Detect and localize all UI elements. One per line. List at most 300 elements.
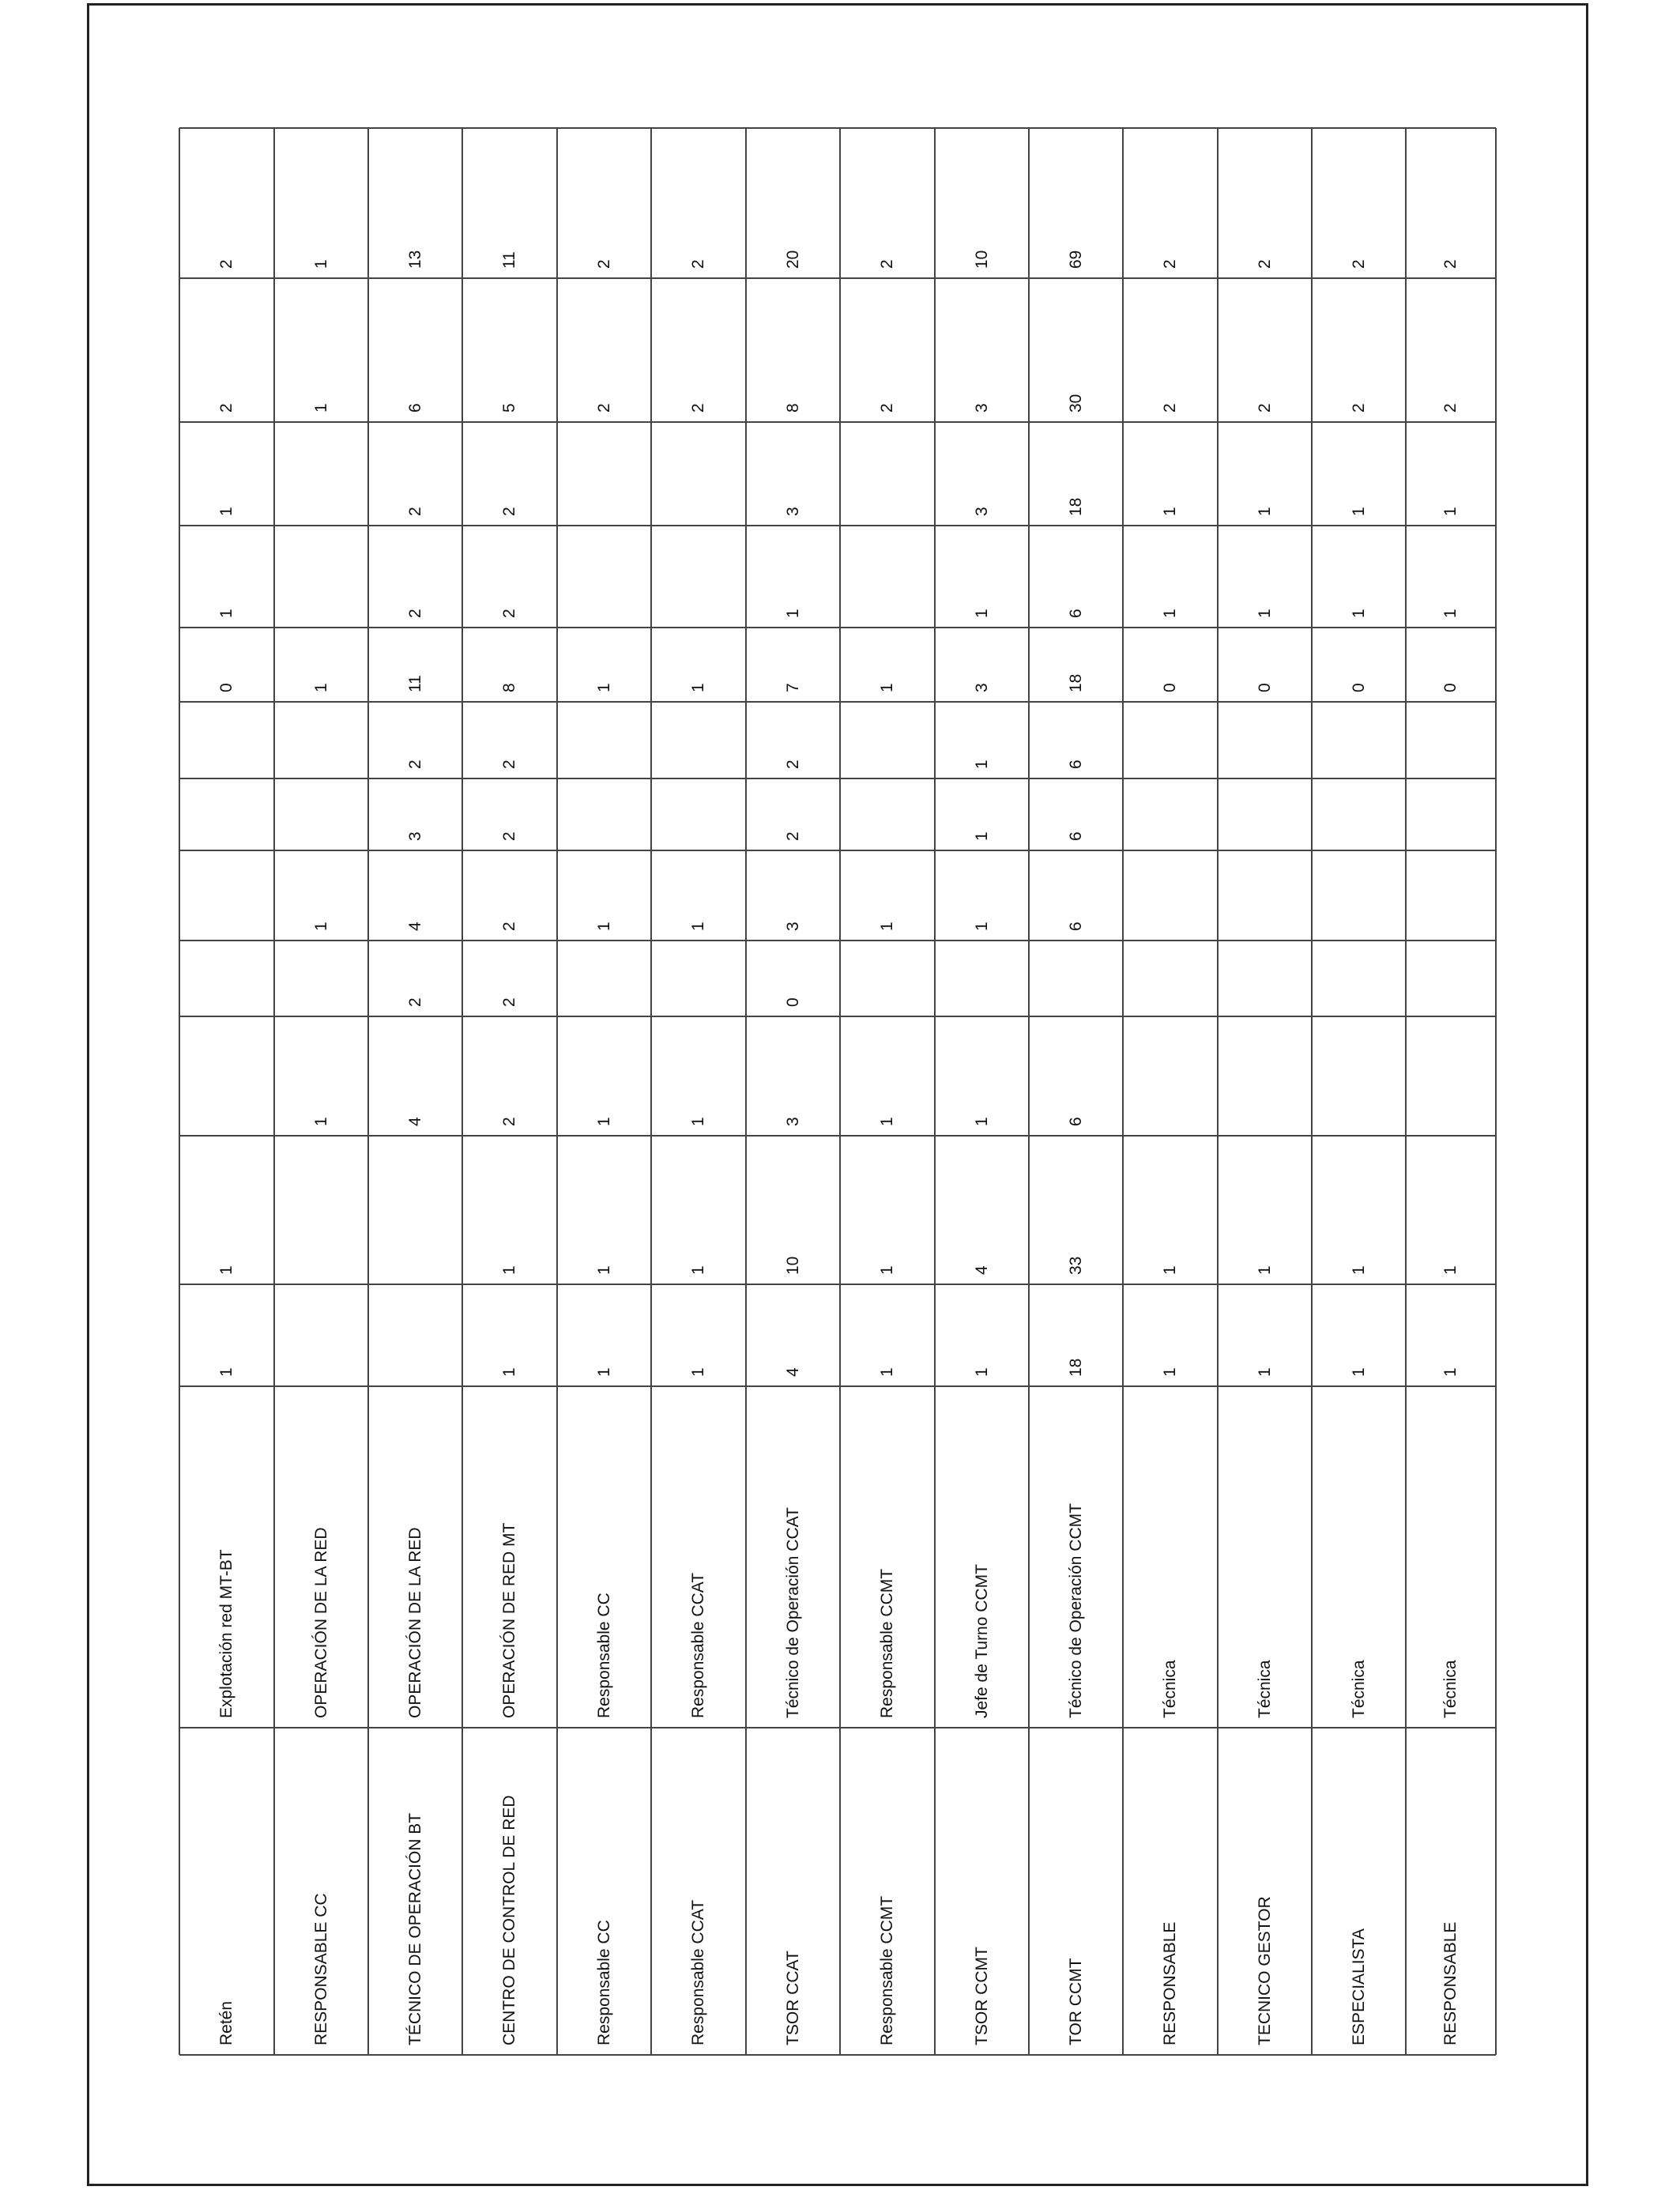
table-cell xyxy=(368,1016,462,1136)
cell-value: 13 xyxy=(405,250,424,269)
cell-value: 69 xyxy=(1066,250,1085,269)
cell-value: 4 xyxy=(405,922,424,931)
cell-value: 2 xyxy=(783,831,802,841)
cell-value: 18 xyxy=(1066,497,1085,516)
table-cell xyxy=(1312,1016,1406,1136)
table-cell xyxy=(935,1386,1029,1728)
table-cell xyxy=(935,850,1029,941)
table-cell xyxy=(651,1386,746,1728)
cell-value: 3 xyxy=(783,922,802,931)
cell-value: 2 xyxy=(405,997,424,1007)
cell-value: 0 xyxy=(1255,683,1274,692)
cell-value: 1 xyxy=(689,683,707,692)
table-cell xyxy=(462,702,557,778)
row-label-text: Explotación red MT-BT xyxy=(217,1549,235,1718)
cell-value: 2 xyxy=(689,259,707,269)
cell-value: 1 xyxy=(1441,1367,1460,1377)
cell-value: 1 xyxy=(878,1367,896,1377)
table-cell xyxy=(557,128,651,278)
table-cell xyxy=(1029,1386,1123,1728)
cell-value: 0 xyxy=(217,683,235,692)
table-cell xyxy=(1218,422,1312,526)
table-cell xyxy=(935,1016,1029,1136)
table-cell xyxy=(1123,278,1218,422)
table-cell xyxy=(368,422,462,526)
row-label-text: TSOR CCMT xyxy=(972,1947,991,2045)
table-cell xyxy=(274,941,368,1016)
table-cell xyxy=(179,1284,274,1386)
table-cell xyxy=(1406,702,1496,778)
cell-value: 4 xyxy=(405,1117,424,1126)
table-cell xyxy=(1218,1284,1312,1386)
row-label-text: Responsable CCAT xyxy=(689,1572,707,1718)
row-label-text: Técnica xyxy=(1349,1660,1368,1718)
table-cell xyxy=(840,128,935,278)
table-cell xyxy=(840,1136,935,1284)
table-cell xyxy=(1312,702,1406,778)
table-cell xyxy=(368,128,462,278)
table-cell xyxy=(274,1728,368,2055)
table-cell xyxy=(1312,128,1406,278)
cell-value: 2 xyxy=(1161,259,1179,269)
table-cell xyxy=(1218,526,1312,628)
table-cell xyxy=(1218,850,1312,941)
table-cell xyxy=(1312,1284,1406,1386)
table-cell xyxy=(1218,628,1312,702)
cell-value: 2 xyxy=(405,760,424,769)
table-cell xyxy=(557,778,651,850)
row-label-text: Técnico de Operación CCMT xyxy=(1066,1503,1085,1718)
table-cell xyxy=(1123,850,1218,941)
cell-value: 2 xyxy=(500,831,518,841)
table-cell xyxy=(746,941,840,1016)
row-label-text: TSOR CCAT xyxy=(783,1951,802,2045)
table-cell xyxy=(557,850,651,941)
cell-value: 1 xyxy=(1349,1367,1368,1377)
table-cell xyxy=(1406,278,1496,422)
table-cell xyxy=(1029,1136,1123,1284)
table-cell xyxy=(840,1728,935,2055)
row-label-text: RESPONSABLE xyxy=(1441,1921,1460,2045)
cell-value: 1 xyxy=(878,1117,896,1126)
table-cell xyxy=(935,628,1029,702)
cell-value: 2 xyxy=(1161,403,1179,413)
table-cell xyxy=(746,128,840,278)
table-cell xyxy=(840,1284,935,1386)
cell-value: 3 xyxy=(405,831,424,841)
table-cell xyxy=(179,128,274,278)
cell-value: 20 xyxy=(783,250,802,269)
table-cell xyxy=(1029,128,1123,278)
cell-value: 1 xyxy=(689,1367,707,1377)
table-cell xyxy=(1029,941,1123,1016)
table-cell xyxy=(1029,702,1123,778)
cell-value: 6 xyxy=(1066,922,1085,931)
table-cell xyxy=(1312,850,1406,941)
table-cell xyxy=(557,1136,651,1284)
cell-value: 2 xyxy=(500,1117,518,1126)
table-cell xyxy=(935,778,1029,850)
table-cell xyxy=(274,778,368,850)
row-label-text: RESPONSABLE CC xyxy=(311,1893,330,2045)
table-cell xyxy=(1123,526,1218,628)
cell-value: 2 xyxy=(689,403,707,413)
table-cell xyxy=(179,628,274,702)
cell-value: 2 xyxy=(500,609,518,618)
cell-value: 30 xyxy=(1066,394,1085,413)
table-cell xyxy=(1406,526,1496,628)
cell-value: 1 xyxy=(878,683,896,692)
cell-value: 1 xyxy=(217,609,235,618)
cell-value: 2 xyxy=(500,922,518,931)
table-cell xyxy=(462,128,557,278)
cell-value: 0 xyxy=(783,997,802,1007)
cell-value: 1 xyxy=(1441,507,1460,516)
table-cell xyxy=(1123,628,1218,702)
row-label-text: CENTRO DE CONTROL DE RED xyxy=(500,1795,518,2045)
table-cell xyxy=(557,526,651,628)
table-cell xyxy=(274,422,368,526)
table-cell xyxy=(462,850,557,941)
cell-value: 33 xyxy=(1066,1256,1085,1275)
table-cell xyxy=(1123,1136,1218,1284)
table-cell xyxy=(1029,778,1123,850)
table-cell xyxy=(935,941,1029,1016)
cell-value: 1 xyxy=(594,1265,613,1275)
table-cell xyxy=(935,278,1029,422)
cell-value: 0 xyxy=(1161,683,1179,692)
cell-value: 1 xyxy=(1441,609,1460,618)
table-cell xyxy=(935,526,1029,628)
cell-value: 1 xyxy=(311,1117,330,1126)
cell-value: 6 xyxy=(1066,831,1085,841)
cell-value: 2 xyxy=(1255,259,1274,269)
cell-value: 1 xyxy=(1161,507,1179,516)
cell-value: 3 xyxy=(972,683,991,692)
table-cell xyxy=(1029,422,1123,526)
table-cell xyxy=(179,850,274,941)
table-cell xyxy=(1406,1016,1496,1136)
table-cell xyxy=(368,1136,462,1284)
table-cell xyxy=(462,1386,557,1728)
table-cell xyxy=(1029,1016,1123,1136)
cell-value: 1 xyxy=(1349,1265,1368,1275)
row-label-text: Técnica xyxy=(1161,1660,1179,1718)
cell-value: 1 xyxy=(1349,609,1368,618)
cell-value: 1 xyxy=(972,1117,991,1126)
table-cell xyxy=(179,778,274,850)
table-cell xyxy=(651,1728,746,2055)
cell-value: 0 xyxy=(1349,683,1368,692)
table-cell xyxy=(1123,941,1218,1016)
table-cell xyxy=(1029,526,1123,628)
row-label-text: ESPECIALISTA xyxy=(1349,1928,1368,2045)
cell-value: 18 xyxy=(1066,1358,1085,1377)
row-label-text: Técnica xyxy=(1255,1660,1274,1718)
cell-value: 2 xyxy=(405,609,424,618)
table-cell xyxy=(557,1728,651,2055)
table-cell xyxy=(651,941,746,1016)
table-cell xyxy=(651,702,746,778)
cell-value: 5 xyxy=(500,403,518,413)
table-cell xyxy=(1123,128,1218,278)
table-cell xyxy=(1406,628,1496,702)
table-cell xyxy=(179,941,274,1016)
table-cell xyxy=(840,778,935,850)
row-label-text: Retén xyxy=(217,2000,235,2045)
table-cell xyxy=(462,1136,557,1284)
table-cell xyxy=(651,422,746,526)
table-cell xyxy=(935,1728,1029,2055)
table-cell xyxy=(1312,1136,1406,1284)
table-cell xyxy=(840,422,935,526)
table-cell xyxy=(1029,278,1123,422)
table-cell xyxy=(840,1016,935,1136)
cell-value: 2 xyxy=(405,507,424,516)
table-cell xyxy=(274,628,368,702)
row-label-text: Responsable CC xyxy=(594,1920,613,2045)
cell-value: 1 xyxy=(689,922,707,931)
cell-value: 10 xyxy=(783,1256,802,1275)
table-cell xyxy=(368,941,462,1016)
table-cell xyxy=(1218,778,1312,850)
table-cell xyxy=(935,702,1029,778)
table-cell xyxy=(179,1386,274,1728)
table-cell xyxy=(651,778,746,850)
cell-value: 1 xyxy=(594,683,613,692)
cell-value: 1 xyxy=(311,259,330,269)
table-cell xyxy=(1312,278,1406,422)
table-cell xyxy=(274,1386,368,1728)
cell-value: 8 xyxy=(783,403,802,413)
table-cell xyxy=(462,628,557,702)
table-cell xyxy=(1218,1728,1312,2055)
table-cell xyxy=(368,1386,462,1728)
cell-value: 1 xyxy=(217,507,235,516)
table-cell xyxy=(1123,422,1218,526)
table-cell xyxy=(1406,1136,1496,1284)
table-cell xyxy=(462,1284,557,1386)
table-cell xyxy=(1406,1386,1496,1728)
table-cell xyxy=(746,1136,840,1284)
cell-value: 18 xyxy=(1066,673,1085,692)
table-cell xyxy=(1029,628,1123,702)
table-cell xyxy=(368,628,462,702)
cell-value: 1 xyxy=(594,1117,613,1126)
table-cell xyxy=(1123,1016,1218,1136)
cell-value: 11 xyxy=(405,675,424,692)
table-cell xyxy=(840,628,935,702)
cell-value: 3 xyxy=(972,507,991,516)
cell-value: 6 xyxy=(405,403,424,413)
cell-value: 1 xyxy=(500,1265,518,1275)
row-label-text: Jefe de Turno CCMT xyxy=(972,1564,991,1718)
cell-value: 1 xyxy=(972,1367,991,1377)
cell-value: 4 xyxy=(783,1367,802,1377)
row-label-text: Técnica xyxy=(1441,1660,1460,1718)
cell-value: 1 xyxy=(972,609,991,618)
table-cell xyxy=(840,702,935,778)
table-cell xyxy=(1406,422,1496,526)
table-cell xyxy=(746,1016,840,1136)
cell-value: 2 xyxy=(500,997,518,1007)
cell-value: 2 xyxy=(1441,403,1460,413)
table-cell xyxy=(274,1284,368,1386)
cell-value: 1 xyxy=(689,1265,707,1275)
row-label-text: Técnico de Operación CCAT xyxy=(783,1507,802,1718)
cell-value: 1 xyxy=(1255,1367,1274,1377)
table-cell xyxy=(1312,941,1406,1016)
table-cell xyxy=(1029,850,1123,941)
row-label-text: Responsable CC xyxy=(594,1593,613,1718)
table-cell xyxy=(462,1016,557,1136)
table-cell xyxy=(935,422,1029,526)
cell-value: 2 xyxy=(1349,403,1368,413)
table-cell xyxy=(274,702,368,778)
table-cell xyxy=(557,628,651,702)
table-cell xyxy=(462,1728,557,2055)
table-cell xyxy=(557,1284,651,1386)
row-label-text: Responsable CCMT xyxy=(878,1895,896,2045)
row-label-text: OPERACIÓN DE RED MT xyxy=(500,1522,518,1718)
cell-value: 2 xyxy=(878,259,896,269)
table-cell xyxy=(1312,628,1406,702)
table-cell xyxy=(368,778,462,850)
table-cell xyxy=(462,778,557,850)
table-cell xyxy=(368,850,462,941)
table-cell xyxy=(935,1284,1029,1386)
table-cell xyxy=(746,628,840,702)
table-cell xyxy=(746,850,840,941)
table-cell xyxy=(840,941,935,1016)
cell-value: 3 xyxy=(783,1117,802,1126)
table-cell xyxy=(746,1728,840,2055)
cell-value: 1 xyxy=(1161,1367,1179,1377)
cell-value: 3 xyxy=(783,507,802,516)
table-cell xyxy=(1029,1728,1123,2055)
cell-value: 3 xyxy=(972,403,991,413)
table-cell xyxy=(1406,1728,1496,2055)
table-cell xyxy=(651,628,746,702)
table-cell xyxy=(1123,1284,1218,1386)
cell-value: 11 xyxy=(500,251,518,269)
cell-value: 1 xyxy=(1255,609,1274,618)
table-cell xyxy=(651,850,746,941)
table-cell xyxy=(840,850,935,941)
table-cell xyxy=(1312,422,1406,526)
table-cell xyxy=(651,526,746,628)
table-cell xyxy=(1123,778,1218,850)
table-cell xyxy=(462,941,557,1016)
table-cell xyxy=(1312,526,1406,628)
table-cell xyxy=(651,128,746,278)
row-label-text: Responsable CCMT xyxy=(878,1568,896,1718)
table-cell xyxy=(1312,778,1406,850)
table-cell xyxy=(557,278,651,422)
cell-value: 6 xyxy=(1066,609,1085,618)
cell-value: 1 xyxy=(1255,1265,1274,1275)
cell-value: 1 xyxy=(1255,507,1274,516)
table-cell xyxy=(1312,1728,1406,2055)
table-cell xyxy=(651,1136,746,1284)
cell-value: 1 xyxy=(783,609,802,618)
table-cell xyxy=(274,278,368,422)
table-cell xyxy=(368,278,462,422)
cell-value: 1 xyxy=(689,1117,707,1126)
table-cell xyxy=(840,278,935,422)
table-cell xyxy=(274,1136,368,1284)
table-cell xyxy=(746,1386,840,1728)
cell-value: 4 xyxy=(972,1265,991,1275)
cell-value: 6 xyxy=(1066,760,1085,769)
cell-value: 1 xyxy=(1161,609,1179,618)
cell-value: 2 xyxy=(1441,259,1460,269)
table-cell xyxy=(1406,850,1496,941)
cell-value: 1 xyxy=(311,922,330,931)
cell-value: 8 xyxy=(500,683,518,692)
cell-value: 1 xyxy=(878,922,896,931)
cell-value: 2 xyxy=(500,760,518,769)
cell-value: 2 xyxy=(1349,259,1368,269)
table-cell xyxy=(557,1386,651,1728)
table-cell xyxy=(179,1728,274,2055)
table-cell xyxy=(1406,941,1496,1016)
table-cell xyxy=(557,941,651,1016)
table-cell xyxy=(274,850,368,941)
table-cell xyxy=(840,526,935,628)
table-cell xyxy=(746,422,840,526)
cell-value: 1 xyxy=(594,922,613,931)
table-cell xyxy=(462,422,557,526)
rotated-data-table xyxy=(179,128,1496,2055)
table-cell xyxy=(368,526,462,628)
table-cell xyxy=(1218,128,1312,278)
cell-value: 7 xyxy=(783,683,802,692)
table-cell xyxy=(557,702,651,778)
table-cell xyxy=(274,128,368,278)
table-cell xyxy=(368,702,462,778)
cell-value: 1 xyxy=(1349,507,1368,516)
cell-value: 1 xyxy=(972,760,991,769)
cell-value: 10 xyxy=(972,250,991,269)
cell-value: 1 xyxy=(217,1265,235,1275)
table-cell xyxy=(179,278,274,422)
table-cell xyxy=(1312,1386,1406,1728)
table-cell xyxy=(557,422,651,526)
table-cell xyxy=(840,1386,935,1728)
table-cell xyxy=(1218,1016,1312,1136)
table-cell xyxy=(1406,778,1496,850)
cell-value: 1 xyxy=(217,1367,235,1377)
table-cell xyxy=(651,1016,746,1136)
table-cell xyxy=(1218,278,1312,422)
table-cell xyxy=(1029,1284,1123,1386)
table-cell xyxy=(179,1016,274,1136)
cell-value: 2 xyxy=(783,760,802,769)
cell-value: 1 xyxy=(972,831,991,841)
row-label-text: Responsable CCAT xyxy=(689,1899,707,2045)
table-cell xyxy=(1218,1386,1312,1728)
table-cell xyxy=(1218,702,1312,778)
row-label-text: TOR CCMT xyxy=(1066,1958,1085,2045)
cell-value: 6 xyxy=(1066,1117,1085,1126)
table-cell xyxy=(1406,128,1496,278)
table-cell xyxy=(179,702,274,778)
table-cell xyxy=(462,278,557,422)
cell-value: 1 xyxy=(1441,1265,1460,1275)
cell-value: 2 xyxy=(500,507,518,516)
table-cell xyxy=(462,526,557,628)
